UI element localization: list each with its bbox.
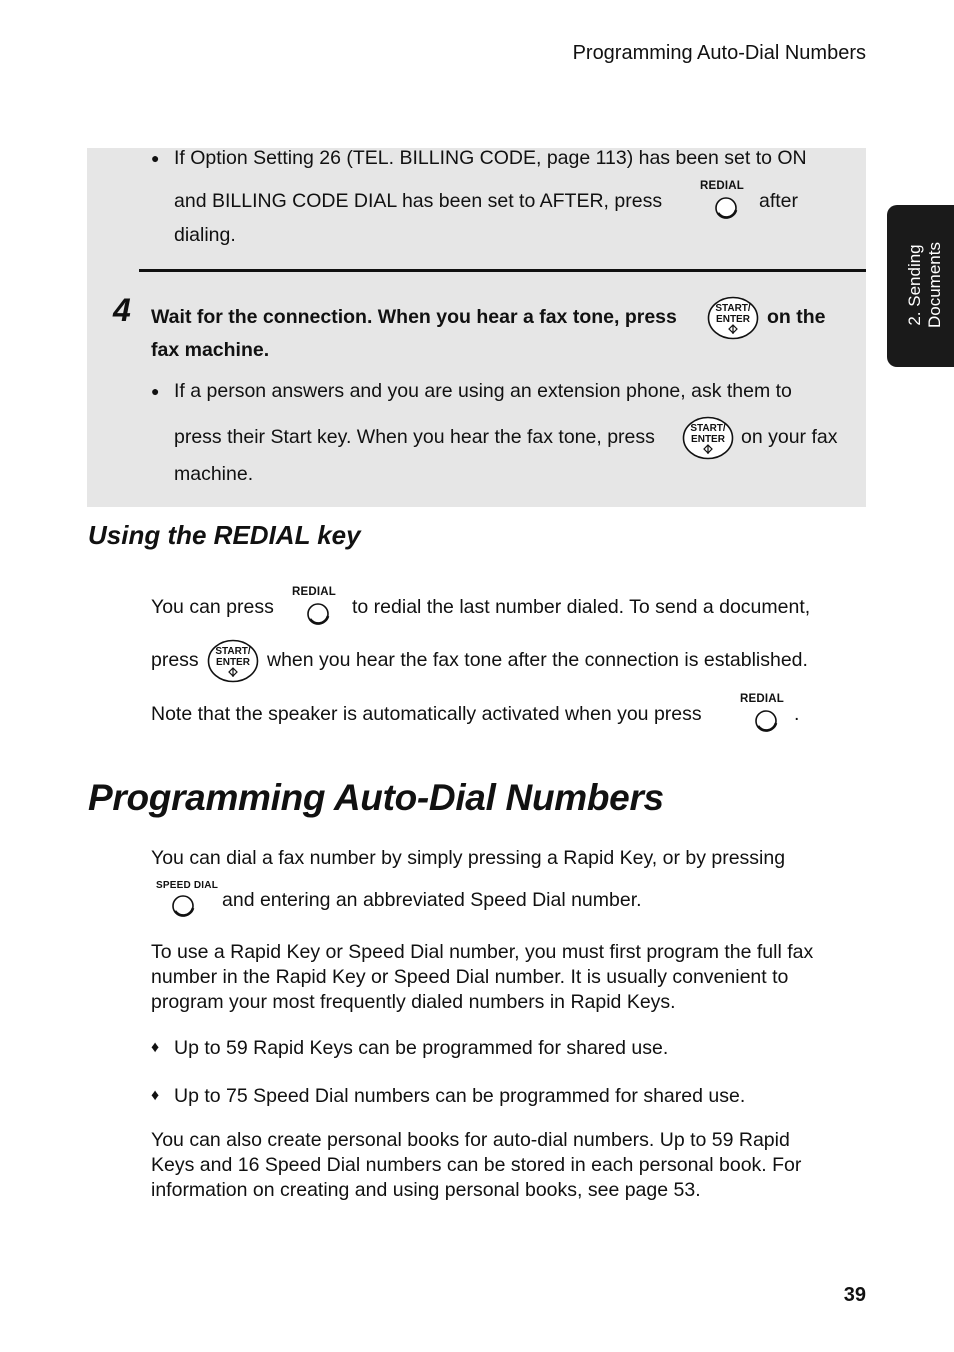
step4-line2: fax machine. [151, 339, 270, 361]
autodial-para2-line1: To use a Rapid Key or Speed Dial number, you must first program the full fax [151, 941, 814, 963]
step4-bullet-line2a: press their Start key. When you hear the fax tone, press [174, 426, 655, 448]
redial-key-label: REDIAL [292, 586, 337, 598]
bullet1-line2b: after [759, 190, 799, 212]
start-label: START/ [715, 303, 751, 314]
enter-label: ENTER [691, 434, 725, 445]
bullet1-line1: If Option Setting 26 (TEL. BILLING CODE, page 113) has been set to ON [174, 147, 807, 169]
start-label: START/ [690, 423, 726, 434]
bullet-icon: ● [151, 383, 160, 399]
diamond-bullet-icon: ♦ [151, 1039, 160, 1056]
section-heading-redial: Using the REDIAL key [88, 520, 361, 550]
round-button-icon [307, 603, 331, 627]
start-enter-key-icon [707, 296, 759, 340]
round-button-icon [715, 197, 739, 221]
start-enter-key-icon [682, 416, 734, 460]
autodial-para3-line3: information on creating and using personal books, see page 53. [151, 1179, 701, 1201]
redial-key-icon [738, 693, 794, 735]
chapter-tab [887, 205, 954, 367]
redial-p1a: You can press [151, 596, 274, 618]
bullet-icon: ● [151, 150, 160, 166]
step-number: 4 [113, 292, 131, 328]
chapter-tab-line2: Documents [925, 242, 944, 328]
diamond-bullet-icon: ♦ [151, 1087, 160, 1104]
start-label: START/ [215, 646, 251, 657]
redial-key-label: REDIAL [700, 180, 745, 192]
round-button-icon [172, 895, 196, 919]
redial-p2b: when you hear the fax tone after the connection is established. [267, 649, 808, 671]
redial-key-icon [698, 180, 754, 222]
bullet1-line3: dialing. [174, 224, 236, 246]
page-number: 39 [843, 1284, 866, 1306]
enter-label: ENTER [216, 657, 250, 668]
step4-bullet-line2b: on your fax [741, 426, 838, 448]
autodial-para2-line2: number in the Rapid Key or Speed Dial number. It is usually convenient to [151, 966, 789, 988]
diamond-item-2: Up to 75 Speed Dial numbers can be programmed for shared use. [174, 1085, 746, 1107]
redial-p2a: press [151, 649, 199, 671]
running-header: Programming Auto-Dial Numbers [572, 42, 866, 64]
enter-label: ENTER [716, 314, 750, 325]
page-title: Programming Auto-Dial Numbers [88, 777, 664, 818]
redial-key-icon [290, 586, 346, 628]
step4-line1b: on the [767, 306, 826, 328]
start-enter-key-icon [207, 639, 259, 683]
autodial-para3-line2: Keys and 16 Speed Dial numbers can be stored in each personal book. For [151, 1154, 802, 1176]
bullet1-line2a: and BILLING CODE DIAL has been set to AFTER, press [174, 190, 663, 212]
step4-bullet-line1: If a person answers and you are using an extension phone, ask them to [174, 380, 792, 402]
autodial-intro-line1: You can dial a fax number by simply pressing a Rapid Key, or by pressing [151, 847, 786, 869]
diamond-item-1: Up to 59 Rapid Keys can be programmed for shared use. [174, 1037, 669, 1059]
redial-p3b: . [794, 703, 800, 725]
redial-key-label: REDIAL [740, 693, 785, 705]
step4-line1a: Wait for the connection. When you hear a fax tone, press [151, 306, 677, 328]
step4-bullet-line3: machine. [174, 463, 254, 485]
speed-dial-key-icon [156, 880, 219, 922]
section-rule [139, 269, 866, 272]
round-button-icon [755, 710, 779, 734]
autodial-para2-line3: program your most frequently dialed numbers in Rapid Keys. [151, 991, 676, 1013]
autodial-intro-line2: and entering an abbreviated Speed Dial number. [222, 889, 642, 911]
autodial-para3-line1: You can also create personal books for auto-dial numbers. Up to 59 Rapid [151, 1129, 790, 1151]
chapter-tab-line1: 2. Sending [905, 244, 924, 326]
redial-p1b: to redial the last number dialed. To send a document, [352, 596, 811, 618]
speed-dial-key-label: SPEED DIAL [156, 880, 219, 891]
redial-p3a: Note that the speaker is automatically activated when you press [151, 703, 702, 725]
